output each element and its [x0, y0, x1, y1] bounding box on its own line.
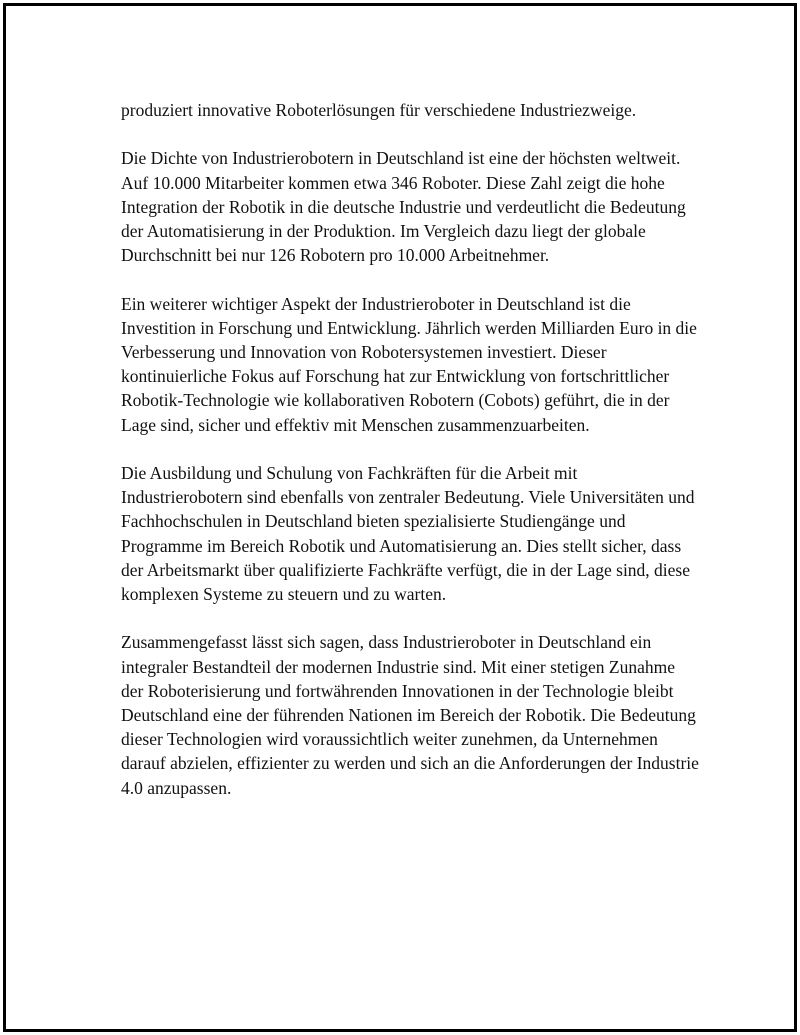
document-body: [121, 98, 701, 824]
paragraph-education: Die Ausbildung und Schulung von Fachkräften für die Arbeit mit Industrierobotern sind ebenfalls von zentraler Bedeutung. Viele Universitäten und Fachhochschulen in Deutschland bieten spezialisierte Studiengänge und Programme im Bereich Robotik und Automatisierung an. Dies stellt sicher, dass der Arbeitsmarkt über qualifizierte Fachkräfte verfügt, die in der Lage sind, diese komplexen Systeme zu steuern und zu warten.: [121, 463, 695, 605]
page-frame: [3, 3, 797, 1032]
paragraph-conclusion: Zusammengefasst lässt sich sagen, dass Industrieroboter in Deutschland ein integraler Bestandteil der modernen Industrie sind. Mit einer stetigen Zunahme der Roboterisierung und fortwährenden Innovationen in der Technologie bleibt Deutschland eine der führenden Nationen im Bereich der Robotik. Die Bedeutung dieser Technologien wird voraussichtlich weiter zunehmen, da Unternehmen darauf abzielen, effizienter zu werden und sich an die Anforderungen der Industrie 4.0 anzupassen.: [121, 632, 699, 798]
paragraph-research-investment: Ein weiterer wichtiger Aspekt der Industrieroboter in Deutschland ist die Investition in Forschung und Entwicklung. Jährlich werden Milliarden Euro in die Verbesserung und Innovation von Robotersystemen investiert. Dieser kontinuierliche Fokus auf Forschung hat zur Entwicklung von fortschrittlicher Robotik-Technologie wie kollaborativen Robotern (Cobots) geführt, die in der Lage sind, sicher und effektiv mit Menschen zusammenzuarbeiten.: [121, 293, 697, 435]
paragraph-continuation: produziert innovative Roboterlösungen für verschiedene Industriezweige.: [121, 100, 637, 120]
paragraph-robot-density: Die Dichte von Industrierobotern in Deutschland ist eine der höchsten weltweit. Auf 10.000 Mitarbeiter kommen etwa 346 Roboter. Diese Zahl zeigt die hohe Integration der Robotik in die deutsche Industrie und verdeutlicht die Bedeutung der Automatisierung in der Produktion. Im Vergleich dazu liegt der globale Durchschnitt bei nur 126 Robotern pro 10.000 Arbeitnehmer.: [121, 148, 686, 266]
